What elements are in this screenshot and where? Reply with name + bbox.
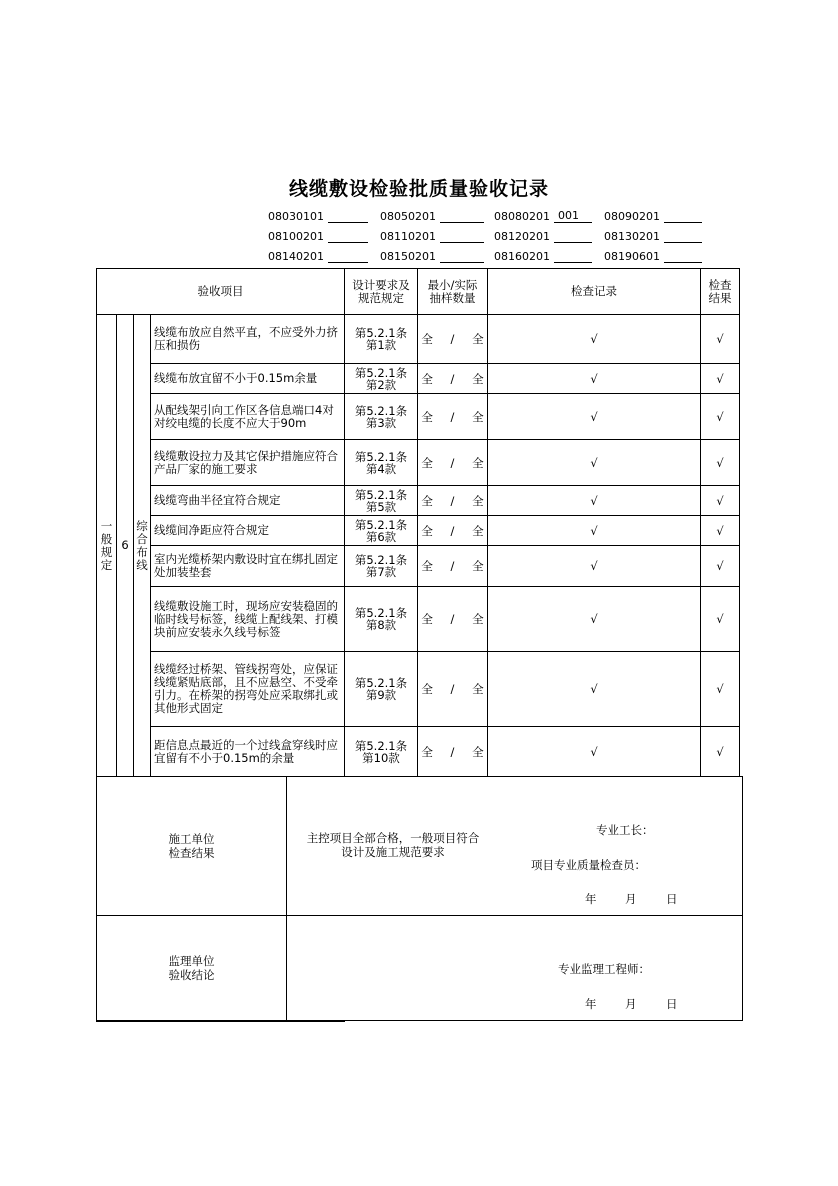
req-clause: 第5.2.1条 xyxy=(354,738,408,753)
record-check: √ xyxy=(488,486,701,516)
table-row xyxy=(97,364,740,394)
code-field[interactable] xyxy=(664,229,702,243)
requirement-cell xyxy=(345,587,418,652)
inspector-label: 项目专业质量检查员： xyxy=(531,858,646,872)
quantity-cell: 全 / 全 xyxy=(418,546,488,587)
quantity-cell: 全 / 全 xyxy=(418,364,488,394)
supervision-label-text2: 验收结论 xyxy=(168,968,215,982)
req-clause: 第5.2.1条 xyxy=(354,517,408,532)
record-check: √ xyxy=(488,546,701,587)
req-clause: 第5.2.1条 xyxy=(354,449,408,464)
code-number: 08080201 xyxy=(494,209,550,223)
code-row xyxy=(268,226,702,246)
code-field[interactable] xyxy=(328,249,368,263)
code-row xyxy=(268,206,702,226)
result-check: √ xyxy=(701,364,740,394)
req-item: 第2款 xyxy=(365,377,397,392)
requirement-cell xyxy=(345,516,418,546)
item-text: 线缆敷设拉力及其它保护措施应符合产品厂家的施工要求 xyxy=(151,440,345,486)
item-text: 线缆间净距应符合规定 xyxy=(151,516,345,546)
req-item: 第3款 xyxy=(365,415,397,430)
record-check: √ xyxy=(488,394,701,440)
quantity-cell: 全 / 全 xyxy=(418,516,488,546)
req-clause: 第5.2.1条 xyxy=(354,326,408,340)
date-month: 月 xyxy=(625,892,637,906)
item-text: 线缆经过桥架、管线拐弯处，应保证线缆紧贴底部，且不应悬空、不受牵引力。在桥架的拐弯处应采取绑扎或其他形式固定 xyxy=(151,652,345,727)
construction-label-text2: 检查结果 xyxy=(168,846,215,860)
requirement-cell xyxy=(345,486,418,516)
code-number: 08120201 xyxy=(494,229,550,243)
date-year: 年 xyxy=(585,997,597,1011)
construction-label-box xyxy=(97,777,287,915)
requirement-cell xyxy=(345,364,418,394)
table-row xyxy=(97,486,740,516)
code-field[interactable] xyxy=(440,229,484,243)
code-number: 08190601 xyxy=(604,249,660,263)
item-text: 线缆弯曲半径宜符合规定 xyxy=(151,486,345,516)
req-item: 第8款 xyxy=(365,618,397,632)
table-row xyxy=(97,546,740,587)
requirement-cell xyxy=(345,440,418,486)
header-result: 检查结果 xyxy=(701,269,740,315)
header-quantity: 最小/实际抽样数量 xyxy=(418,269,488,315)
req-clause: 第5.2.1条 xyxy=(354,553,408,567)
code-number: 08090201 xyxy=(604,209,660,223)
code-number: 08130201 xyxy=(604,229,660,243)
header-requirement: 设计要求及规范规定 xyxy=(345,269,418,315)
quantity-cell: 全 / 全 xyxy=(418,394,488,440)
table-row xyxy=(97,440,740,486)
requirement-cell xyxy=(345,727,418,777)
req-clause: 第5.2.1条 xyxy=(354,403,408,418)
result-check: √ xyxy=(701,516,740,546)
code-field[interactable] xyxy=(554,229,592,243)
code-number: 08150201 xyxy=(380,249,436,263)
record-check: √ xyxy=(488,727,701,777)
code-number: 08140201 xyxy=(268,249,324,263)
code-field[interactable] xyxy=(328,209,368,223)
table-row xyxy=(97,652,740,727)
requirement-cell xyxy=(345,394,418,440)
code-number: 08030101 xyxy=(268,209,324,223)
record-check: √ xyxy=(488,315,701,364)
item-text: 室内光缆桥架内敷设时宜在绑扎固定处加装垫套 xyxy=(151,546,345,587)
quantity-cell: 全 / 全 xyxy=(418,440,488,486)
table-row xyxy=(97,315,740,364)
record-check: √ xyxy=(488,587,701,652)
result-check: √ xyxy=(701,486,740,516)
supervising-engineer-label: 专业监理工程师： xyxy=(558,962,650,976)
req-item: 第4款 xyxy=(365,461,397,476)
code-field[interactable] xyxy=(554,249,592,263)
supervision-section xyxy=(96,915,743,1021)
table-row xyxy=(97,587,740,652)
sub-label: 综合布线 xyxy=(134,315,151,777)
code-number: 08100201 xyxy=(268,229,324,243)
record-check: √ xyxy=(488,364,701,394)
result-check: √ xyxy=(701,727,740,777)
code-field[interactable]: 001 xyxy=(554,209,592,223)
quantity-cell: 全 / 全 xyxy=(418,652,488,727)
code-field[interactable] xyxy=(664,249,702,263)
req-item: 第10款 xyxy=(362,750,400,765)
req-item: 第9款 xyxy=(365,688,397,702)
item-text: 距信息点最近的一个过线盒穿线时应宜留有不小于0.15m的余量 xyxy=(151,727,345,777)
date-day: 日 xyxy=(666,997,678,1011)
req-clause: 第5.2.1条 xyxy=(354,487,408,502)
req-clause: 第5.2.1条 xyxy=(354,606,408,620)
code-number: 08050201 xyxy=(380,209,436,223)
quantity-cell: 全 / 全 xyxy=(418,587,488,652)
req-clause: 第5.2.1条 xyxy=(354,365,408,380)
item-text: 线缆布放宜留不小于0.15m余量 xyxy=(151,364,345,394)
date-day: 日 xyxy=(666,892,678,906)
header-record: 检查记录 xyxy=(488,269,701,315)
supervision-label-text1: 监理单位 xyxy=(168,954,215,968)
foreman-label: 专业工长： xyxy=(596,823,654,837)
record-check: √ xyxy=(488,516,701,546)
code-field[interactable] xyxy=(328,229,368,243)
requirement-cell xyxy=(345,315,418,364)
group-label: 一般规定 xyxy=(97,315,117,777)
quantity-cell: 全 / 全 xyxy=(418,315,488,364)
req-clause: 第5.2.1条 xyxy=(354,676,408,690)
result-check: √ xyxy=(701,652,740,727)
req-item: 第7款 xyxy=(365,565,397,579)
requirement-cell xyxy=(345,652,418,727)
req-item: 第6款 xyxy=(365,529,397,544)
code-block xyxy=(268,206,702,266)
code-row xyxy=(268,246,702,266)
quantity-cell: 全 / 全 xyxy=(418,486,488,516)
result-check: √ xyxy=(701,587,740,652)
conclusion-line1: 主控项目全部合格，一般项目符合 xyxy=(306,831,480,845)
item-text: 线缆布放应自然平直，不应受外力挤压和损伤 xyxy=(151,315,345,364)
result-check: √ xyxy=(701,440,740,486)
table-row xyxy=(97,394,740,440)
construction-label-text1: 施工单位 xyxy=(168,832,215,846)
page-title: 线缆敷设检验批质量验收记录 xyxy=(288,178,549,200)
code-number: 08110201 xyxy=(380,229,436,243)
date-month: 月 xyxy=(625,997,637,1011)
conclusion-line2: 设计及施工规范要求 xyxy=(341,845,445,859)
code-field[interactable] xyxy=(440,249,484,263)
result-check: √ xyxy=(701,394,740,440)
header-row xyxy=(97,269,740,315)
result-check: √ xyxy=(701,315,740,364)
record-check: √ xyxy=(488,440,701,486)
group-index: 6 xyxy=(117,315,134,777)
table-row xyxy=(97,727,740,777)
table-row xyxy=(97,516,740,546)
item-text: 从配线架引向工作区各信息端口4对对绞电缆的长度不应大于90m xyxy=(151,394,345,440)
item-text: 线缆敷设施工时，现场应安装稳固的临时线号标签，线缆上配线架、打模块前应安装永久线号标签 xyxy=(151,587,345,652)
construction-section xyxy=(96,776,743,916)
code-field[interactable] xyxy=(440,209,484,223)
supervision-label-box xyxy=(97,916,287,1020)
record-check: √ xyxy=(488,652,701,727)
construction-conclusion xyxy=(288,831,498,859)
req-item: 第5款 xyxy=(365,499,397,514)
req-item: 第1款 xyxy=(365,338,397,352)
code-field[interactable] xyxy=(664,209,702,223)
header-item: 验收项目 xyxy=(97,269,345,315)
result-check: √ xyxy=(701,546,740,587)
date-year: 年 xyxy=(585,892,597,906)
quantity-cell: 全 / 全 xyxy=(418,727,488,777)
requirement-cell xyxy=(345,546,418,587)
code-number: 08160201 xyxy=(494,249,550,263)
